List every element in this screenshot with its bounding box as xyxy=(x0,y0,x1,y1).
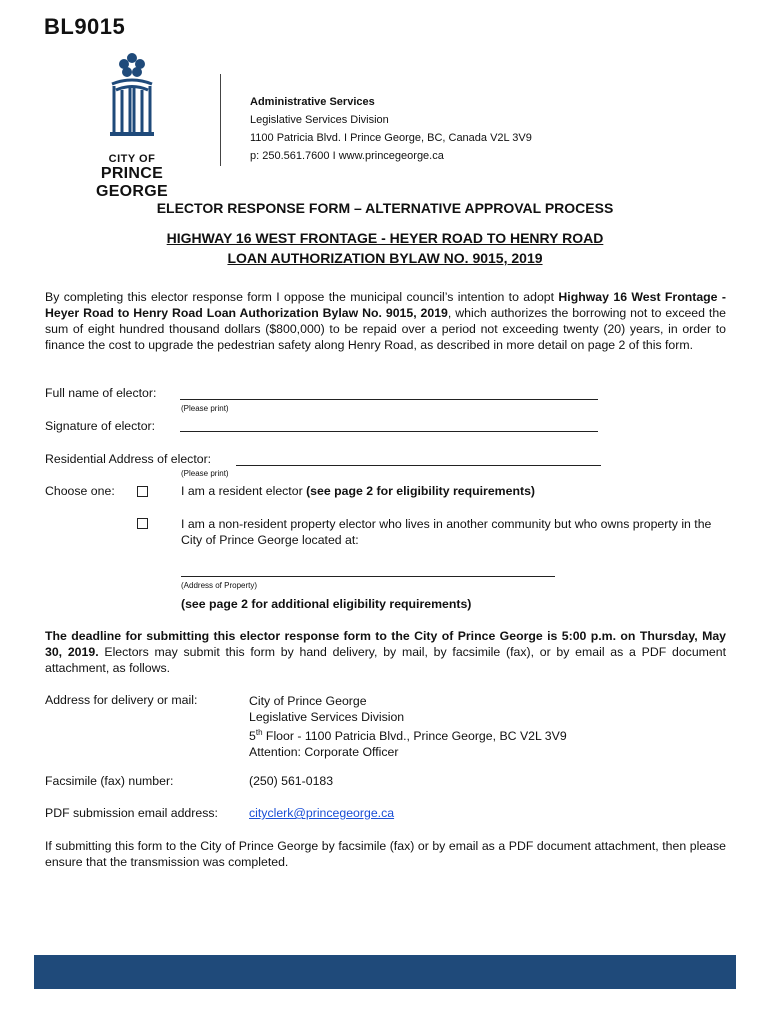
header-divider xyxy=(220,74,221,166)
contact-block xyxy=(250,93,532,165)
deadline-text: The deadline for submitting this elector response form to the City of Prince George is 5:00 p.m. on Thursday, May 30, 2019. xyxy=(45,629,726,659)
resident-elector-option xyxy=(181,484,535,498)
full-name-label: Full name of elector: xyxy=(45,386,157,400)
city-logo xyxy=(72,50,192,201)
intro-paragraph xyxy=(45,289,726,353)
floor-number: 5 xyxy=(249,729,256,744)
resident-option-note: (see page 2 for eligibility requirements) xyxy=(306,484,535,498)
city-logo-icon xyxy=(72,50,192,146)
floor-address: Floor - 1100 Patricia Blvd., Prince George, BC V2L 3V9 xyxy=(262,729,567,744)
deadline-paragraph xyxy=(45,628,726,676)
intro-text-post: , which authorizes the borrowing not to exceed the sum of eight hundred thousand dollars ($800,000) to be repaid over a period not exceeding twenty (20) years, in order to finance the cost to upgrade the pedestrian safety along Henry Road, as described in more detail on page 2 of this form. xyxy=(45,306,726,352)
document-id: BL9015 xyxy=(44,14,126,39)
please-print-note-2: (Please print) xyxy=(181,469,229,478)
resident-elector-checkbox[interactable] xyxy=(137,486,148,497)
office-address: 1100 Patricia Blvd. I Prince George, BC, Canada V2L 3V9 xyxy=(250,132,532,144)
residential-address-label: Residential Address of elector: xyxy=(45,452,212,466)
email-label: PDF submission email address: xyxy=(45,806,218,820)
address-of-property-note: (Address of Property) xyxy=(181,581,258,590)
please-print-note: (Please print) xyxy=(181,404,229,413)
delivery-line-1: City of Prince George xyxy=(249,694,367,708)
bylaw-title-line1: HIGHWAY 16 WEST FRONTAGE - HEYER ROAD TO HENRY ROAD xyxy=(166,230,604,246)
non-resident-elector-checkbox[interactable] xyxy=(137,518,148,529)
signature-field[interactable] xyxy=(180,431,598,432)
deadline-methods: Electors may submit this form by hand delivery, by mail, by facsimile (fax), or by email as a PDF document attachment, as follows. xyxy=(45,645,726,675)
intro-bylaw-name: Highway 16 West Frontage - Heyer Road to Henry Road Loan Authorization Bylaw No. 9015, 2019 xyxy=(45,290,726,320)
logo-city-name: PRINCE GEORGE xyxy=(95,165,169,200)
full-name-field[interactable] xyxy=(180,399,598,400)
intro-text-pre: By completing this elector response form I oppose the municipal council’s intention to adopt xyxy=(45,290,559,304)
fax-label: Facsimile (fax) number: xyxy=(45,774,174,788)
resident-option-text: I am a resident elector xyxy=(181,484,307,498)
footer-bar xyxy=(34,955,736,989)
signature-label: Signature of elector: xyxy=(45,419,156,433)
division-name: Legislative Services Division xyxy=(250,114,389,126)
additional-eligibility-note: (see page 2 for additional eligibility requirements) xyxy=(181,597,472,611)
floor-suffix: th xyxy=(255,728,263,737)
department-name: Administrative Services xyxy=(250,96,375,108)
delivery-line-3 xyxy=(249,725,567,744)
phone-website: p: 250.561.7600 I www.princegeorge.ca xyxy=(250,150,444,162)
delivery-line-4: Attention: Corporate Officer xyxy=(249,745,399,760)
bylaw-title-line2: LOAN AUTHORIZATION BYLAW NO. 9015, 2019 xyxy=(227,250,543,266)
choose-one-label: Choose one: xyxy=(45,484,115,498)
delivery-address-label: Address for delivery or mail: xyxy=(45,693,198,707)
non-resident-option-text: I am a non-resident property elector who lives in another community but who owns property in the City of Prince George located at: xyxy=(181,517,712,547)
fax-number: (250) 561-0183 xyxy=(249,774,334,788)
delivery-line-2: Legislative Services Division xyxy=(249,710,405,724)
logo-city-of: CITY OF xyxy=(108,153,156,165)
property-address-field[interactable] xyxy=(181,576,555,577)
email-link[interactable]: cityclerk@princegeorge.ca xyxy=(249,806,395,820)
residential-address-field[interactable] xyxy=(236,465,601,466)
closing-paragraph: If submitting this form to the City of Prince George by facsimile (fax) or by email as a PDF document attachment, then please ensure that the transmission was completed. xyxy=(45,839,726,869)
form-title: ELECTOR RESPONSE FORM – ALTERNATIVE APPROVAL PROCESS xyxy=(156,200,614,216)
delivery-address xyxy=(249,693,567,760)
